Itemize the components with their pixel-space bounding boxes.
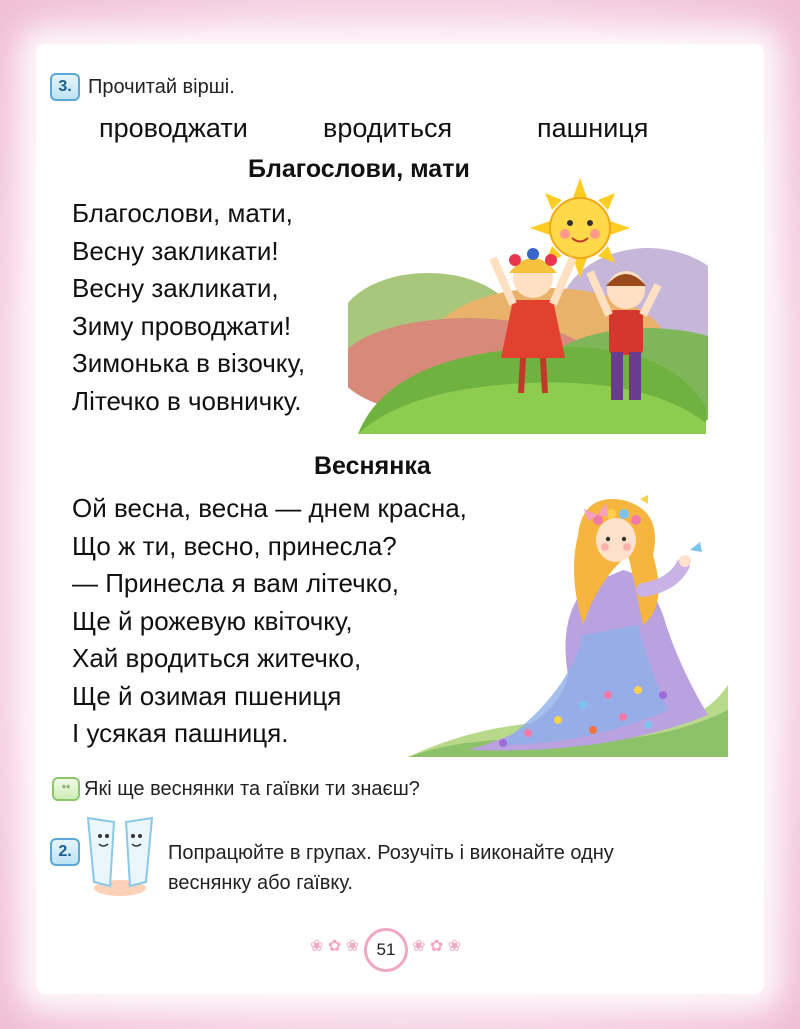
vocab-word-1: проводжати	[99, 113, 248, 143]
question-text: Які ще веснянки та гаївки ти знаєш?	[84, 778, 420, 800]
poem-line: Зимонька в візочку,	[72, 348, 306, 378]
right-flourish-icon: ❀ ✿ ❀	[412, 938, 462, 955]
spring-girl-illustration	[408, 495, 733, 760]
task-instruction: Прочитай вірші.	[88, 76, 235, 98]
poem-line: — Принесла я вам літечко,	[72, 568, 400, 598]
children-sun-illustration	[348, 178, 708, 434]
vocab-word-3: пашниця	[537, 113, 649, 143]
poem-line: Ще й рожевую квіточку,	[72, 605, 353, 636]
page-number: 51	[364, 928, 408, 972]
task-number-badge: 2.	[50, 838, 80, 866]
question-icon: **	[52, 777, 80, 801]
group-work-icon	[80, 812, 160, 898]
poem-line: Ой весна, весна — днем красна,	[72, 493, 467, 523]
left-flourish-icon: ❀ ✿ ❀	[310, 938, 360, 955]
poem-line: Зиму проводжати!	[72, 310, 292, 341]
poem-line: Літечко в човничку.	[72, 385, 302, 416]
poem-line: Ще й озимая пшениця	[72, 680, 342, 711]
poem-line: Весну закликати!	[72, 235, 279, 266]
vocab-word-2: вродиться	[323, 113, 453, 143]
poem2-title: Веснянка	[314, 452, 431, 480]
poem-line: Хай вродиться житечко,	[72, 643, 362, 673]
poem-line: І усякая пашниця.	[72, 718, 289, 748]
task-number-badge: 3.	[50, 73, 80, 101]
poem-line: Що ж ти, весно, принесла?	[72, 530, 397, 561]
poem1-body	[72, 195, 305, 420]
poem1-title: Благослови, мати	[248, 155, 470, 183]
poem-line: Весну закликати,	[72, 273, 279, 303]
task2-line1: Попрацюйте в групах. Розучіть і виконайте одну	[168, 842, 614, 864]
poem-line: Благослови, мати,	[72, 198, 293, 228]
task2-line2: веснянку або гаївку.	[168, 872, 353, 894]
